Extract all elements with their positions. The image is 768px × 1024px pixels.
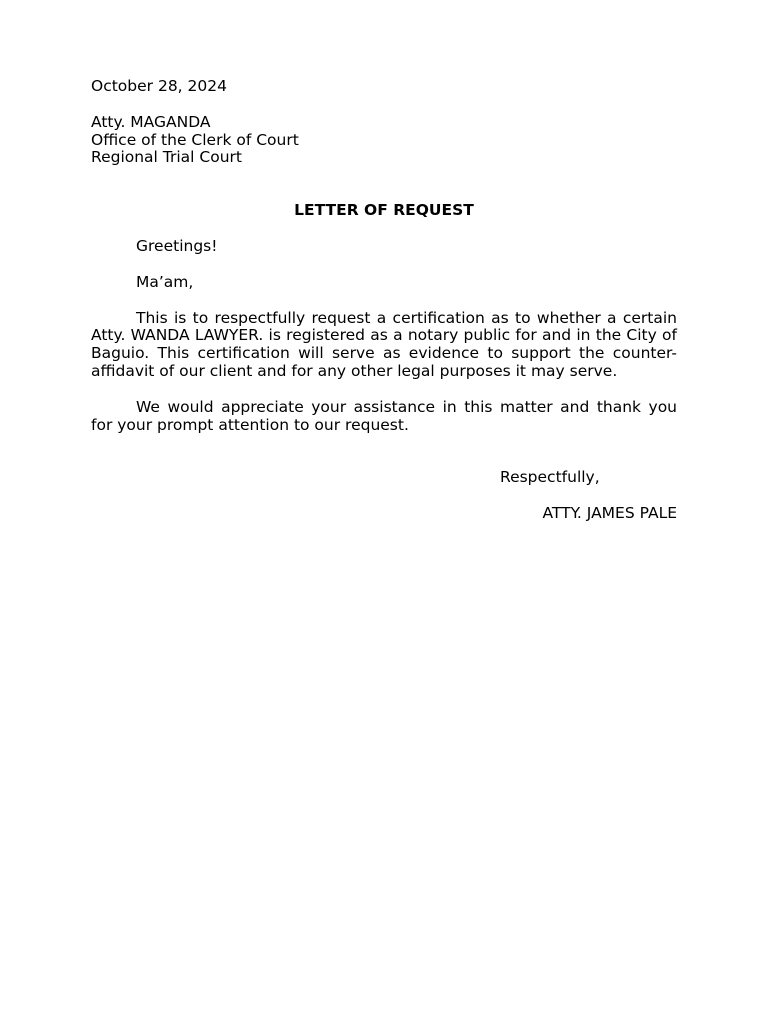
signatory-name: ATTY. JAMES PALE <box>542 504 677 523</box>
letter-title: LETTER OF REQUEST <box>294 201 474 220</box>
recipient-court: Regional Trial Court <box>91 148 242 167</box>
salutation: Ma’am, <box>136 272 194 291</box>
letter-date: October 28, 2024 <box>91 77 227 95</box>
signature-block <box>91 469 677 523</box>
body-paragraph-request: This is to respectfully request a certification as to whether a certain Atty. WANDA LAWYER. is registered as a notary public for and in the City of Baguio. This certification will serve as evidence to support the counter-affidavit of our client and for any other legal purposes it may serve. <box>91 308 677 380</box>
spacer <box>91 452 677 469</box>
recipient-office: Office of the Clerk of Court <box>91 130 299 149</box>
letter-body <box>91 78 677 523</box>
recipient-name: Atty. MAGANDA <box>91 112 211 131</box>
body-paragraph-thanks: We would appreciate your assistance in this matter and thank you for your prompt attention to our request. <box>91 397 677 434</box>
closing-line: Respectfully, <box>500 468 600 487</box>
greeting: Greetings! <box>136 236 218 255</box>
recipient-address <box>91 114 677 167</box>
